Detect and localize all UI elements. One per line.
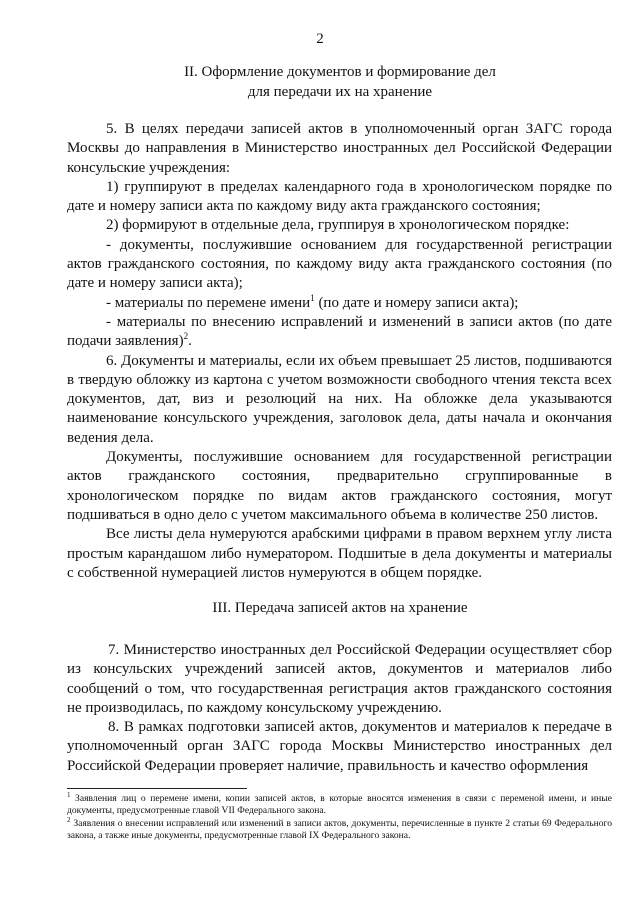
paragraph-5: 5. В целях передачи записей актов в уполномоченный орган ЗАГС города Москвы до направления в Министерство иностранных дел Российской Федерации консульские учреждения: [67, 121, 612, 176]
paragraph-5-corrections [67, 313, 612, 352]
footnote-2 [67, 815, 612, 843]
section-3-body [67, 641, 612, 776]
paragraph-6-numbering: Все листы дела нумеруются арабскими цифрами в правом верхнем углу листа простым карандашом либо нумератором. Подшитые в дела документы и материалы с собственной нумерацией листов нумеруются в общем порядке. [67, 526, 612, 581]
footnote-divider [67, 788, 247, 789]
paragraph-6-grouping: Документы, послужившие основанием для государственной регистрации актов гражданского состояния, предварительно сгруппированные в хронологическом порядке по видам актов гражданского состояния, могут подшиваться в одно дело с учетом максимального объема в количестве 250 листов. [67, 449, 612, 523]
paragraph-6: 6. Документы и материалы, если их объем превышает 25 листов, подшиваются в твердую обложку из картона с учетом возможности свободного чтения текста всех документов, дат, виз и резолюций на них. На обложке дела указываются наименование консульского учреждения, заголовок дела, даты начала и окончания ведения дела. [67, 352, 612, 446]
paragraph-5-name-change [67, 294, 612, 313]
paragraph-5-documents: - документы, послужившие основанием для государственной регистрации актов гражданского состояния, по каждому виду акта гражданского состояния (по дате и номеру записи акта); [67, 236, 612, 292]
footnotes [67, 793, 612, 843]
name-change-text-end: (по дате и номеру записи акта); [314, 294, 519, 311]
paragraph-7: 7. Министерство иностранных дел Российской Федерации осуществляет сбор из консульских учреждений записей актов, документов и материалов либо сообщений о том, что государственная регистрация актов гражданского состояния не производилась, по каждому консульскому учреждению. [67, 642, 612, 716]
section-3-heading [60, 598, 620, 618]
section-2-body [67, 120, 612, 583]
section-3-title: III. Передача записей актов на хранение [212, 600, 468, 616]
section-2-title-line-2: для передачи их на хранение [247, 84, 433, 100]
footnote-ref-2: 2 [183, 331, 189, 342]
footnote-1-text: Заявления лиц о перемене имени, копии записей актов, в которые вносятся изменения в связи с переменой имени, и иные документы, предусмотренные главой VII Федерального закона. [67, 793, 612, 817]
paragraph-5-item-1: 1) группируют в пределах календарного года в хронологическом порядке по дате и номеру записи акта по каждому виду акта гражданского состояния; [67, 178, 612, 215]
name-change-text: - материалы по перемене имени [106, 294, 311, 311]
footnote-ref-1: 1 [310, 292, 315, 303]
paragraph-8: 8. В рамках подготовки записей актов, документов и материалов к передаче в уполномоченный орган ЗАГС города Москвы Министерство иностранных дел Российской Федерации проверяет наличие, правильность и качество оформления [67, 719, 612, 774]
paragraph-5-item-2: 2) формируют в отдельные дела, группируя в хронологическом порядке: [106, 217, 570, 234]
corrections-text: - материалы по внесению исправлений и изменений в записи актов (по дате подачи заявления) [67, 313, 612, 350]
footnote-1-mark: 1 [67, 791, 71, 799]
page-number: 2 [316, 31, 324, 47]
section-2-title-line-1: II. Оформление документов и формирование дел [184, 64, 496, 80]
corrections-text-end: . [188, 333, 192, 350]
footnote-2-text: Заявления о внесении исправлений или изменений в записи актов, документы, перечисленные в пункте 2 статьи 69 Федерального закона, а также иные документы, предусмотренные главой IX Федерального закона. [67, 817, 612, 842]
section-2-heading [60, 62, 620, 102]
footnote-1 [67, 793, 612, 818]
footnote-2-mark: 2 [67, 815, 71, 824]
